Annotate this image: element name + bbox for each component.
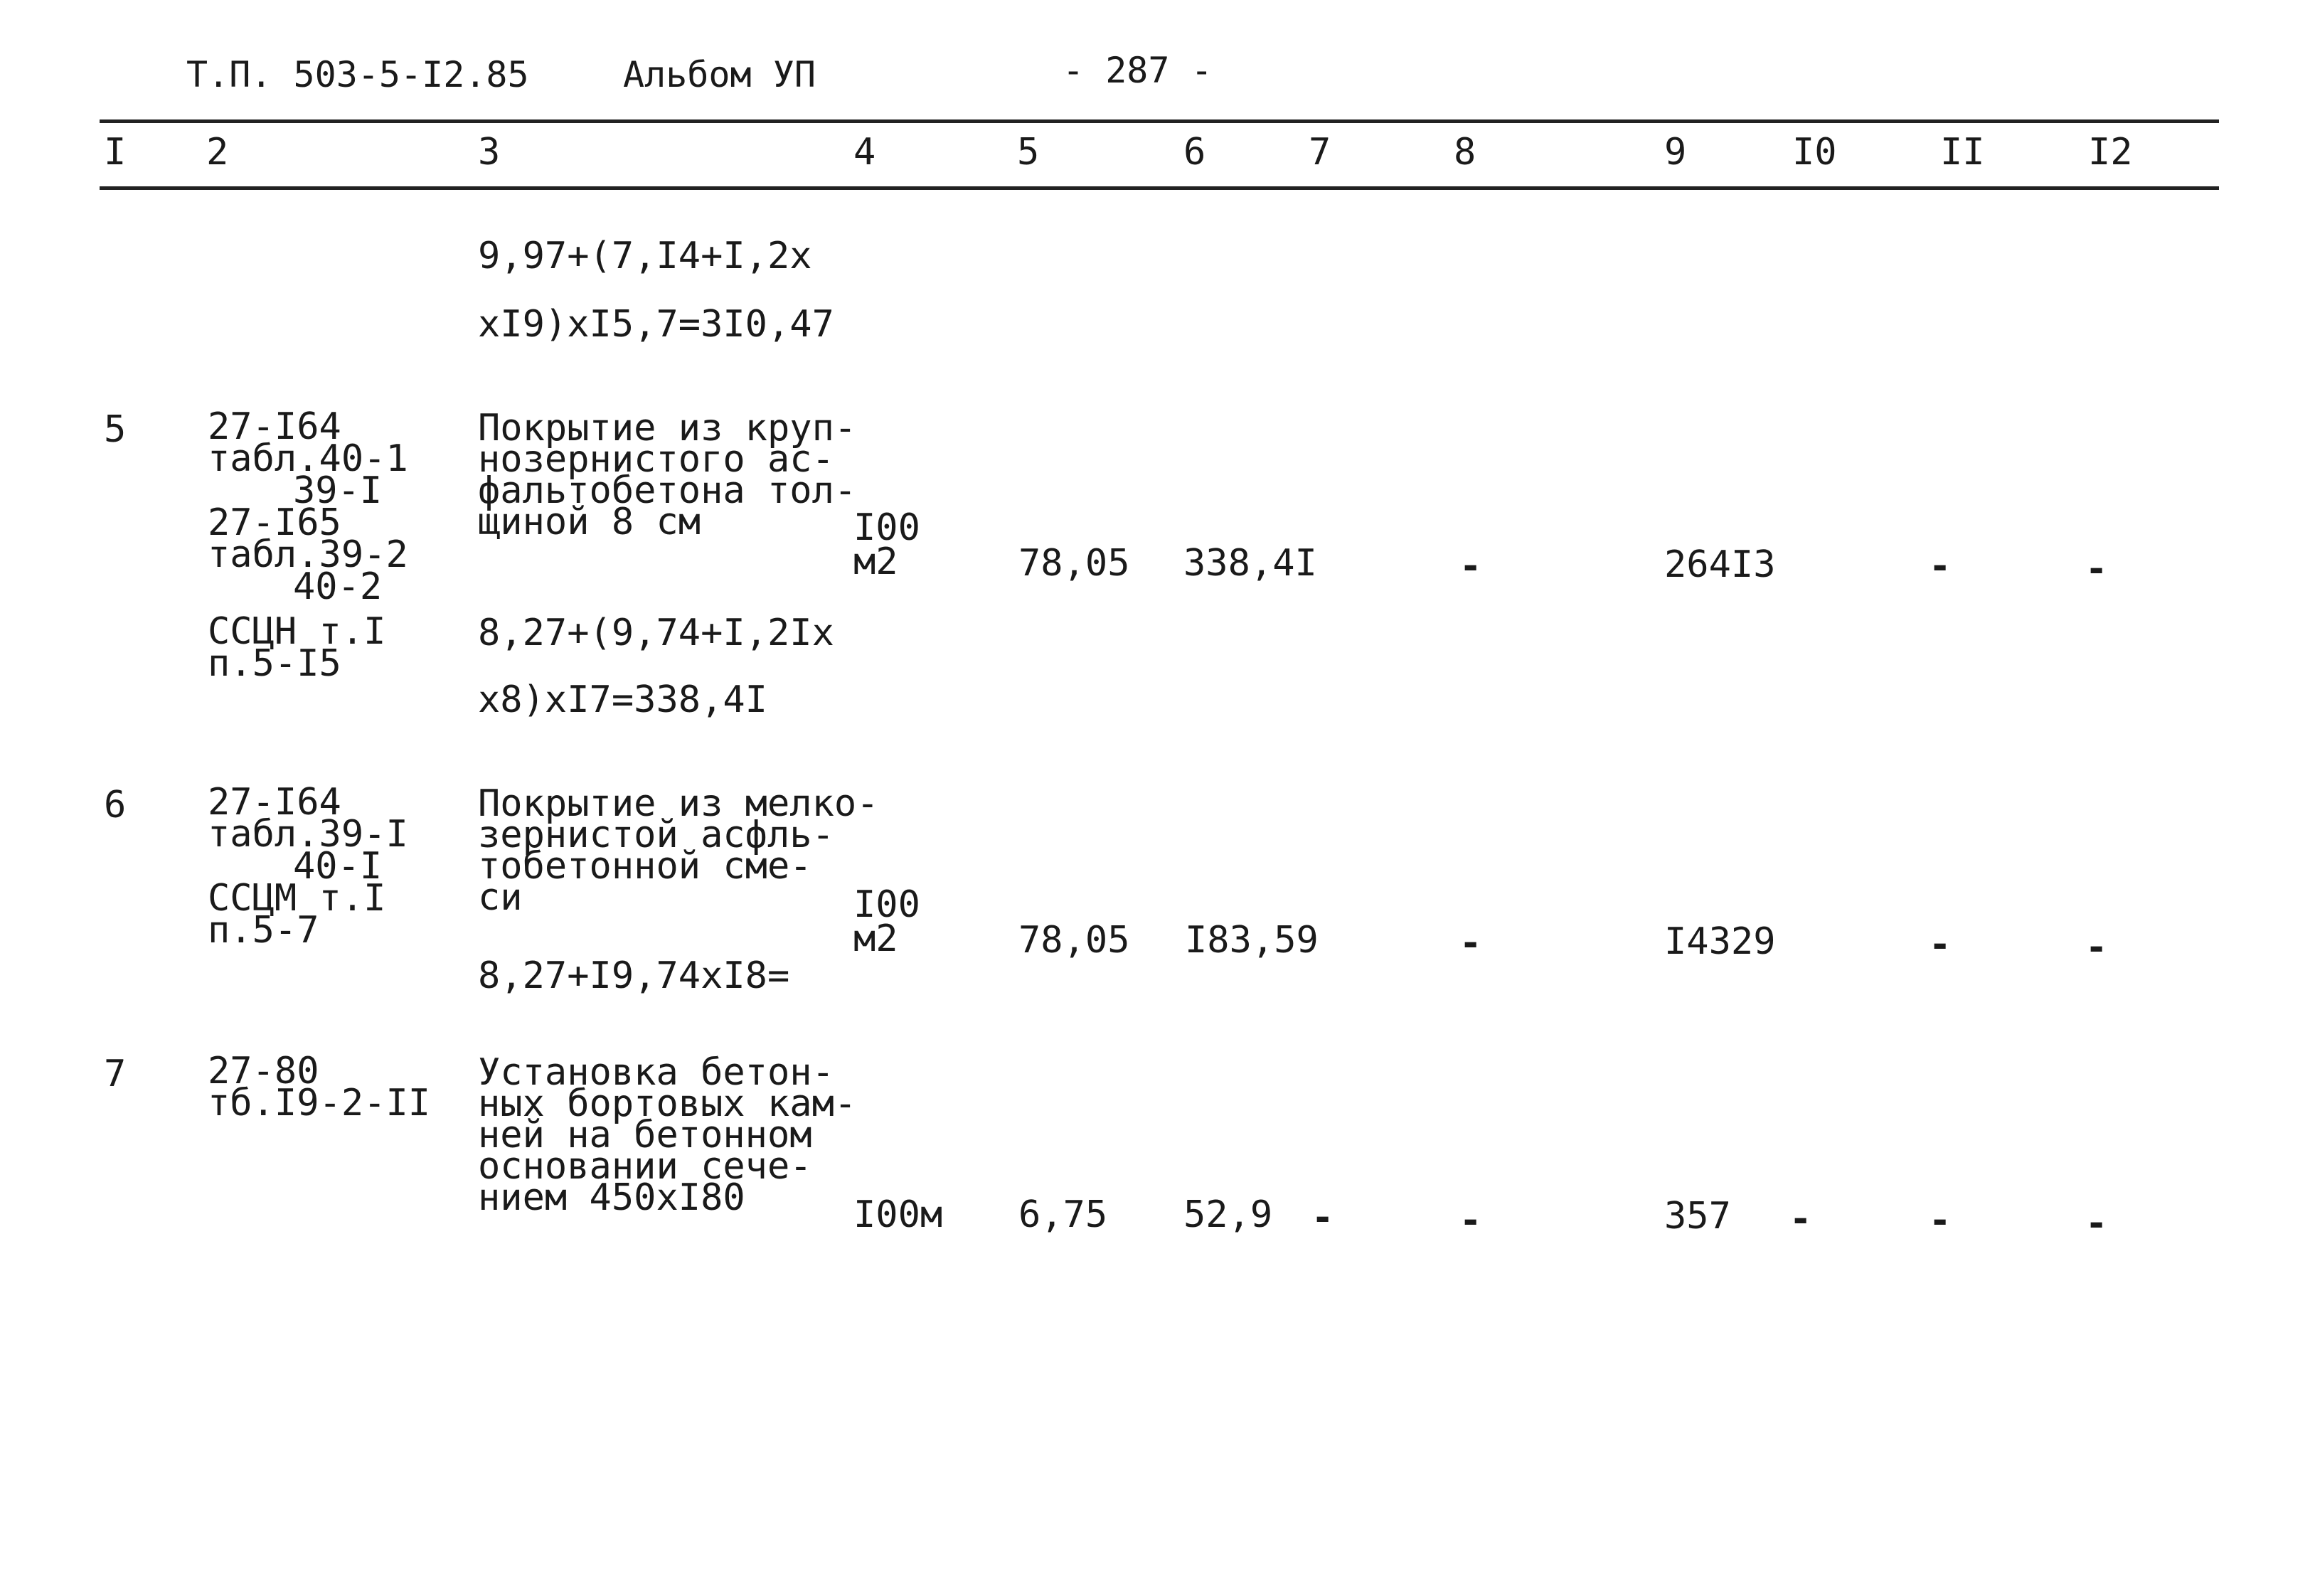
page-number: - 287 - xyxy=(1063,50,1213,91)
description-line: ней на бетонном xyxy=(478,1114,812,1156)
document-code: Т.П. 503-5-I2.85 xyxy=(186,54,529,95)
column-header: I2 xyxy=(2088,131,2133,174)
reference-line: табл.39-2 xyxy=(208,533,408,576)
column-header: 2 xyxy=(206,131,229,174)
description-line: Покрытие из мелко- xyxy=(478,782,879,825)
quantity-value: 78,05 xyxy=(1018,542,1130,585)
description-line: щиной 8 см xyxy=(478,501,701,543)
formula-line: 8,27+(9,74+I,2Ix xyxy=(478,612,834,654)
col8-value: - xyxy=(1459,922,1482,964)
unit-line: м2 xyxy=(853,917,898,960)
reference-line: 39-I xyxy=(293,469,383,512)
header-bottom-rule xyxy=(100,186,2219,190)
column-header: II xyxy=(1940,131,1985,174)
column-header: 6 xyxy=(1183,131,1206,174)
description-line: тобетонной сме- xyxy=(478,845,812,888)
col12-value: - xyxy=(2085,926,2108,969)
col7-value: - xyxy=(1311,1196,1334,1239)
total-cost-value: 264I3 xyxy=(1664,543,1776,586)
unit-line: I00 xyxy=(853,506,920,549)
unit-line: м2 xyxy=(853,541,898,583)
description-line: зернистой асфль- xyxy=(478,814,834,856)
column-header: 4 xyxy=(853,131,876,174)
col11-value: - xyxy=(1929,923,1952,966)
description-line: ных бортовых кам- xyxy=(478,1082,857,1125)
row-number: 6 xyxy=(104,784,127,826)
description-line: основании сече- xyxy=(478,1145,812,1188)
col11-value: - xyxy=(1929,545,1952,587)
unit-cost-value: 338,4I xyxy=(1183,542,1317,585)
col8-value: - xyxy=(1459,545,1482,587)
description-line: Установка бетон- xyxy=(478,1051,834,1094)
unit-line: I00 xyxy=(853,883,920,926)
reference-line: тб.I9-2-II xyxy=(208,1082,431,1124)
column-header: 7 xyxy=(1309,131,1331,174)
row-number: 5 xyxy=(104,408,127,451)
formula-line: 8,27+I9,74xI8= xyxy=(478,954,790,997)
col8-value: - xyxy=(1459,1199,1482,1242)
album-label: Альбом УП xyxy=(623,54,816,95)
reference-line: п.5-I5 xyxy=(208,642,341,685)
column-header: 5 xyxy=(1017,131,1040,174)
continuation-formula-line: 9,97+(7,I4+I,2x xyxy=(478,235,812,277)
continuation-formula-line: xI9)xI5,7=3I0,47 xyxy=(478,303,834,346)
unit-cost-value: 52,9 xyxy=(1183,1193,1273,1236)
unit-cost-value: I83,59 xyxy=(1185,919,1319,962)
col12-value: - xyxy=(2085,1202,2108,1245)
row-number: 7 xyxy=(104,1053,127,1095)
reference-line: 27-I65 xyxy=(208,501,341,544)
col10-value: - xyxy=(1789,1198,1812,1240)
total-cost-value: I4329 xyxy=(1664,920,1776,963)
quantity-value: 78,05 xyxy=(1018,919,1130,962)
reference-line: табл.40-1 xyxy=(208,437,408,480)
reference-line: 40-2 xyxy=(293,565,383,608)
reference-line: 27-80 xyxy=(208,1050,319,1092)
reference-line: 27-I64 xyxy=(208,781,341,824)
column-header: 8 xyxy=(1454,131,1476,174)
reference-line: п.5-7 xyxy=(208,909,319,952)
reference-line: табл.39-I xyxy=(208,813,408,856)
description-line: си xyxy=(478,876,523,919)
reference-line: ССЦМ т.I xyxy=(208,877,386,920)
description-line: нием 450xI80 xyxy=(478,1176,745,1219)
reference-line: 27-I64 xyxy=(208,405,341,448)
unit-line: I00м xyxy=(853,1193,943,1236)
column-header: 9 xyxy=(1664,131,1687,174)
col12-value: - xyxy=(2085,548,2108,590)
column-header: I xyxy=(104,131,127,174)
description-line: фальтобетона тол- xyxy=(478,469,857,512)
reference-line: 40-I xyxy=(293,845,383,888)
description-line: нозернистого ас- xyxy=(478,438,834,481)
header-top-rule xyxy=(100,119,2219,123)
quantity-value: 6,75 xyxy=(1018,1193,1108,1236)
description-line: Покрытие из круп- xyxy=(478,407,857,449)
reference-line: ССЦН т.I xyxy=(208,610,386,653)
col11-value: - xyxy=(1929,1199,1952,1242)
formula-line: x8)xI7=338,4I xyxy=(478,679,767,721)
column-header: 3 xyxy=(478,131,501,174)
total-cost-value: 357 xyxy=(1664,1195,1731,1238)
column-header: I0 xyxy=(1792,131,1837,174)
